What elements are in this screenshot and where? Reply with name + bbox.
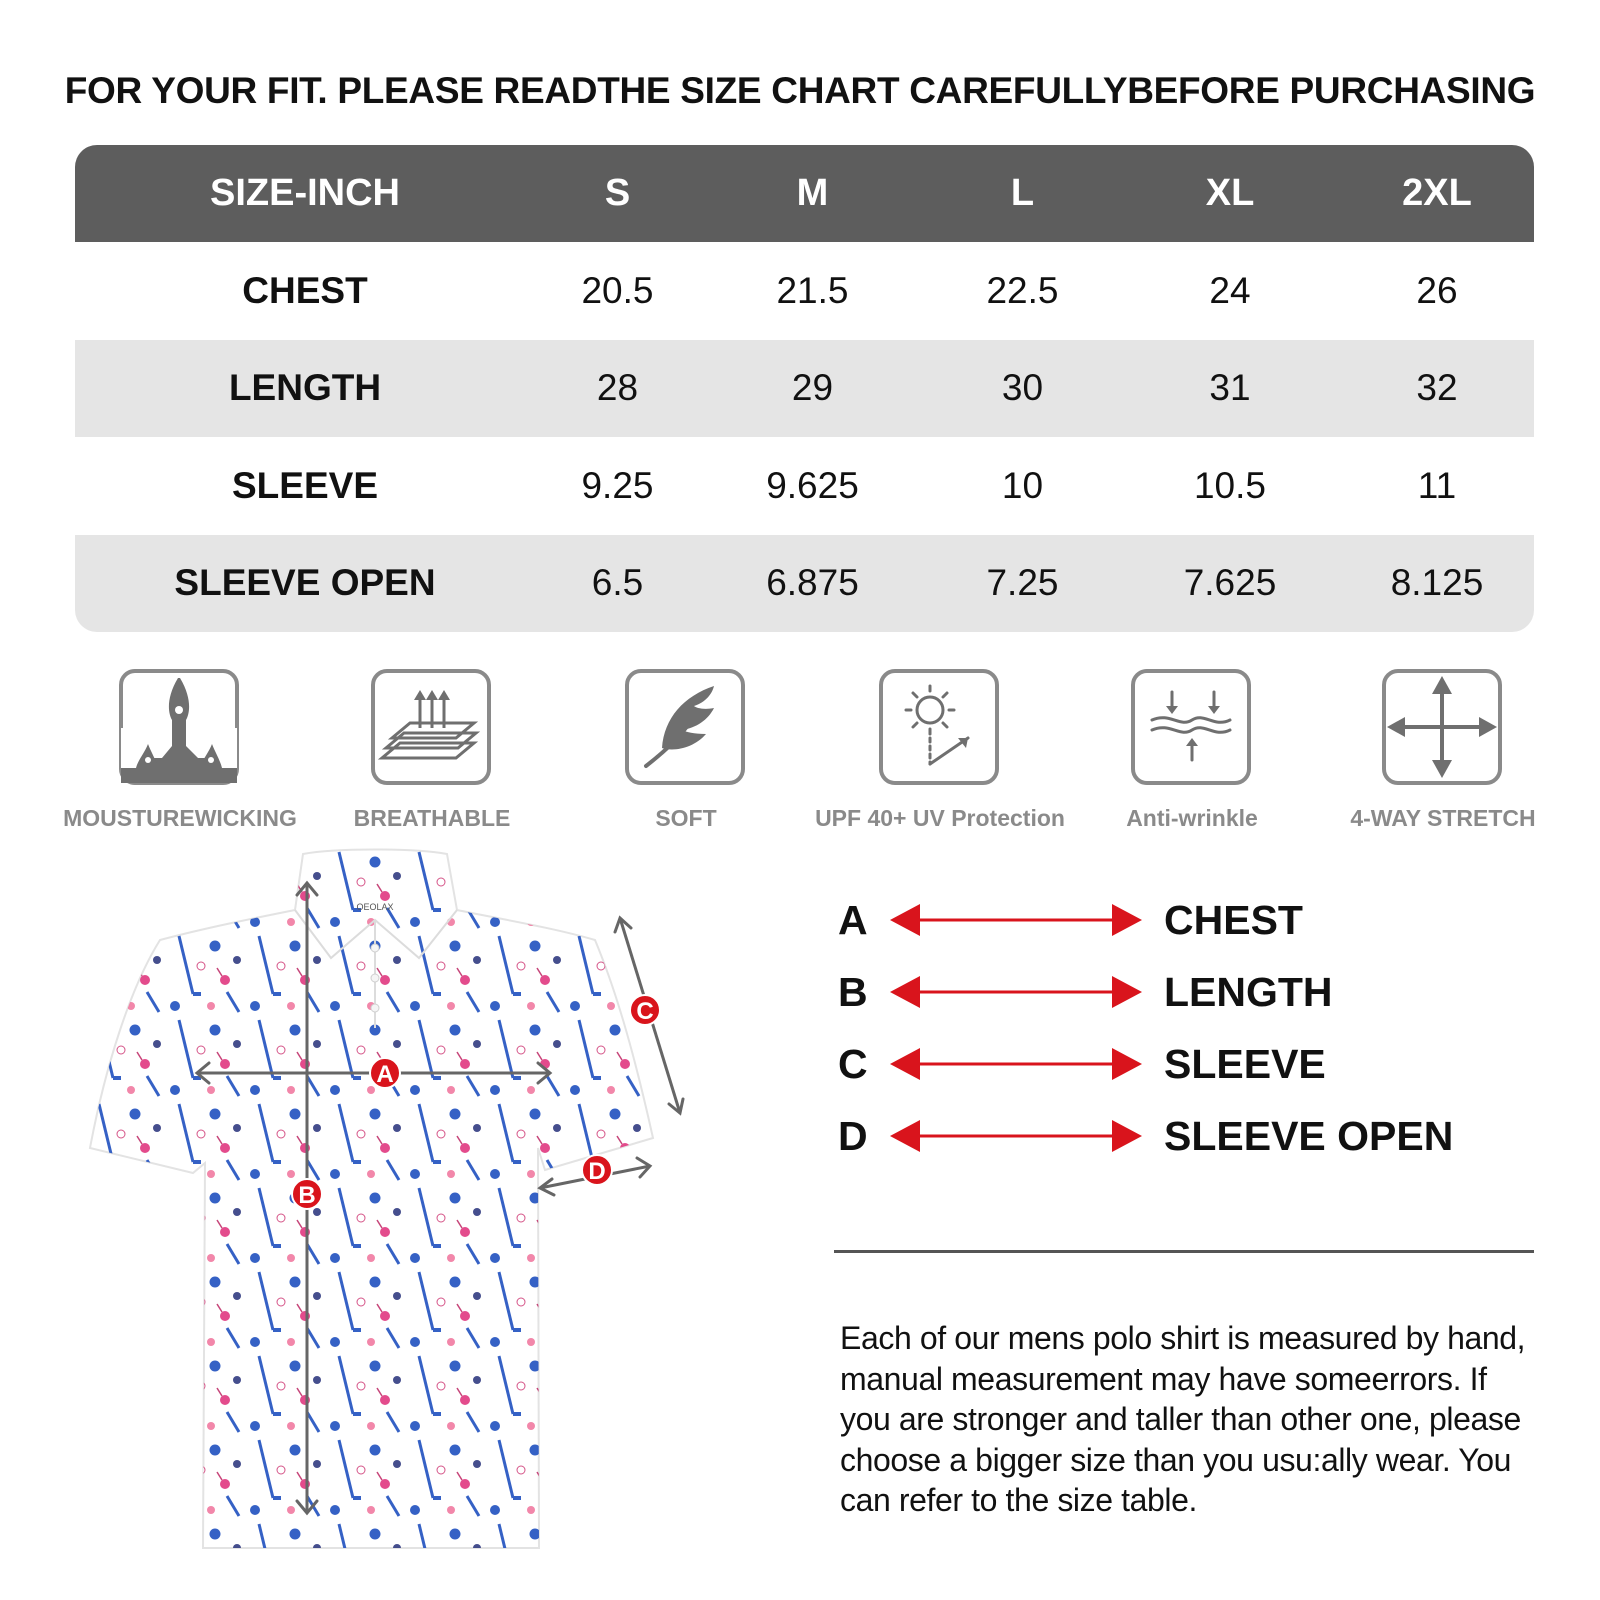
- legend-name: SLEEVE: [1164, 1041, 1326, 1087]
- feature-label: MOUSTUREWICKING: [63, 805, 297, 831]
- anti-wrinkle-icon: [1130, 668, 1252, 786]
- section-divider: [834, 1250, 1534, 1253]
- marker-c: [630, 995, 660, 1025]
- brand-tag: OEOLAX: [356, 902, 394, 912]
- table-header-cell: S: [604, 172, 631, 215]
- feature-4-way-stretch: [1318, 668, 1568, 838]
- table-row: [75, 437, 1534, 534]
- legend-letter: D: [838, 1113, 868, 1159]
- svg-text:A: A: [376, 1061, 394, 1088]
- svg-text:C: C: [636, 998, 654, 1025]
- double-arrow-icon: [888, 1042, 1144, 1086]
- page-headline: FOR YOUR FIT. PLEASE READTHE SIZE CHART CAREFULLYBEFORE PURCHASING: [64, 70, 1536, 111]
- table-cell: 10.5: [1193, 464, 1266, 506]
- row-label: SLEEVE OPEN: [174, 562, 436, 604]
- legend-row: [838, 962, 1538, 1022]
- row-label: SLEEVE: [232, 464, 378, 506]
- measurement-legend: [838, 890, 1538, 1180]
- polo-shirt-diagram: [85, 848, 685, 1568]
- feature-moisture-wicking: [55, 668, 305, 838]
- row-label: CHEST: [242, 270, 368, 312]
- moisture-wicking-icon: [118, 668, 240, 786]
- feather-icon: [624, 668, 746, 786]
- feature-anti-wrinkle: [1067, 668, 1317, 838]
- table-cell: 10: [1001, 464, 1044, 506]
- table-cell: 22.5: [986, 270, 1059, 312]
- breathable-icon: [370, 668, 492, 786]
- table-cell: 6.5: [591, 562, 644, 604]
- legend-name: SLEEVE OPEN: [1164, 1113, 1454, 1159]
- feature-breathable: [307, 668, 557, 838]
- table-row: [75, 535, 1534, 632]
- table-header-cell: XL: [1205, 172, 1255, 215]
- table-header-cell: 2XL: [1402, 172, 1472, 215]
- legend-letter: C: [838, 1041, 868, 1087]
- table-header-cell: L: [1010, 172, 1035, 215]
- double-arrow-icon: [888, 970, 1144, 1014]
- feature-uv-protection: [815, 668, 1065, 838]
- legend-row: [838, 1034, 1538, 1094]
- legend-row: [838, 1106, 1538, 1166]
- table-cell: 32: [1416, 367, 1458, 409]
- table-row: [75, 242, 1534, 339]
- table-cell: 26: [1416, 270, 1458, 312]
- marker-d: [582, 1155, 612, 1185]
- table-cell: 8.125: [1390, 562, 1484, 604]
- feature-label: 4-WAY STRETCH: [1350, 805, 1536, 831]
- sun-uv-icon: [878, 668, 1000, 786]
- legend-name: CHEST: [1164, 897, 1303, 943]
- table-cell: 6.875: [766, 562, 859, 604]
- feature-label: BREATHABLE: [353, 805, 511, 831]
- table-cell: 7.625: [1183, 562, 1277, 604]
- svg-text:B: B: [298, 1182, 316, 1209]
- table-cell: 29: [791, 367, 834, 409]
- marker-b: [292, 1179, 322, 1209]
- size-chart-table: [75, 145, 1534, 632]
- feature-label: UPF 40+ UV Protection: [815, 805, 1065, 831]
- row-label: LENGTH: [228, 367, 382, 409]
- table-cell: 28: [596, 367, 639, 409]
- table-cell: 9.25: [581, 464, 654, 506]
- table-cell: 20.5: [581, 270, 654, 312]
- legend-name: LENGTH: [1164, 969, 1333, 1015]
- four-way-arrows-icon: [1381, 668, 1503, 786]
- double-arrow-icon: [888, 1114, 1144, 1158]
- marker-a: [370, 1058, 400, 1088]
- table-cell: 31: [1209, 367, 1251, 409]
- measurement-note: Each of our mens polo shirt is measured by hand, manual measurement may have someerrors. If you are stronger and taller than other one, please choose a bigger size than you usu:ally wear. You can refer to the size table.: [840, 1320, 1526, 1518]
- table-cell: 9.625: [766, 464, 859, 506]
- table-cell: 30: [1001, 367, 1044, 409]
- feature-label: SOFT: [655, 805, 717, 831]
- table-cell: 11: [1417, 464, 1457, 506]
- svg-text:D: D: [588, 1158, 606, 1185]
- feature-soft: [561, 668, 811, 838]
- table-cell: 7.25: [986, 562, 1059, 604]
- legend-letter: A: [838, 897, 868, 943]
- table-cell: 21.5: [776, 270, 849, 312]
- table-header-row: [75, 145, 1534, 242]
- double-arrow-icon: [888, 898, 1144, 942]
- legend-letter: B: [838, 969, 868, 1015]
- legend-row: [838, 890, 1538, 950]
- feature-label: Anti-wrinkle: [1126, 805, 1258, 831]
- table-header-cell: M: [796, 172, 829, 215]
- table-row: [75, 340, 1534, 437]
- table-header-cell: SIZE-INCH: [210, 172, 400, 215]
- table-cell: 24: [1209, 270, 1251, 312]
